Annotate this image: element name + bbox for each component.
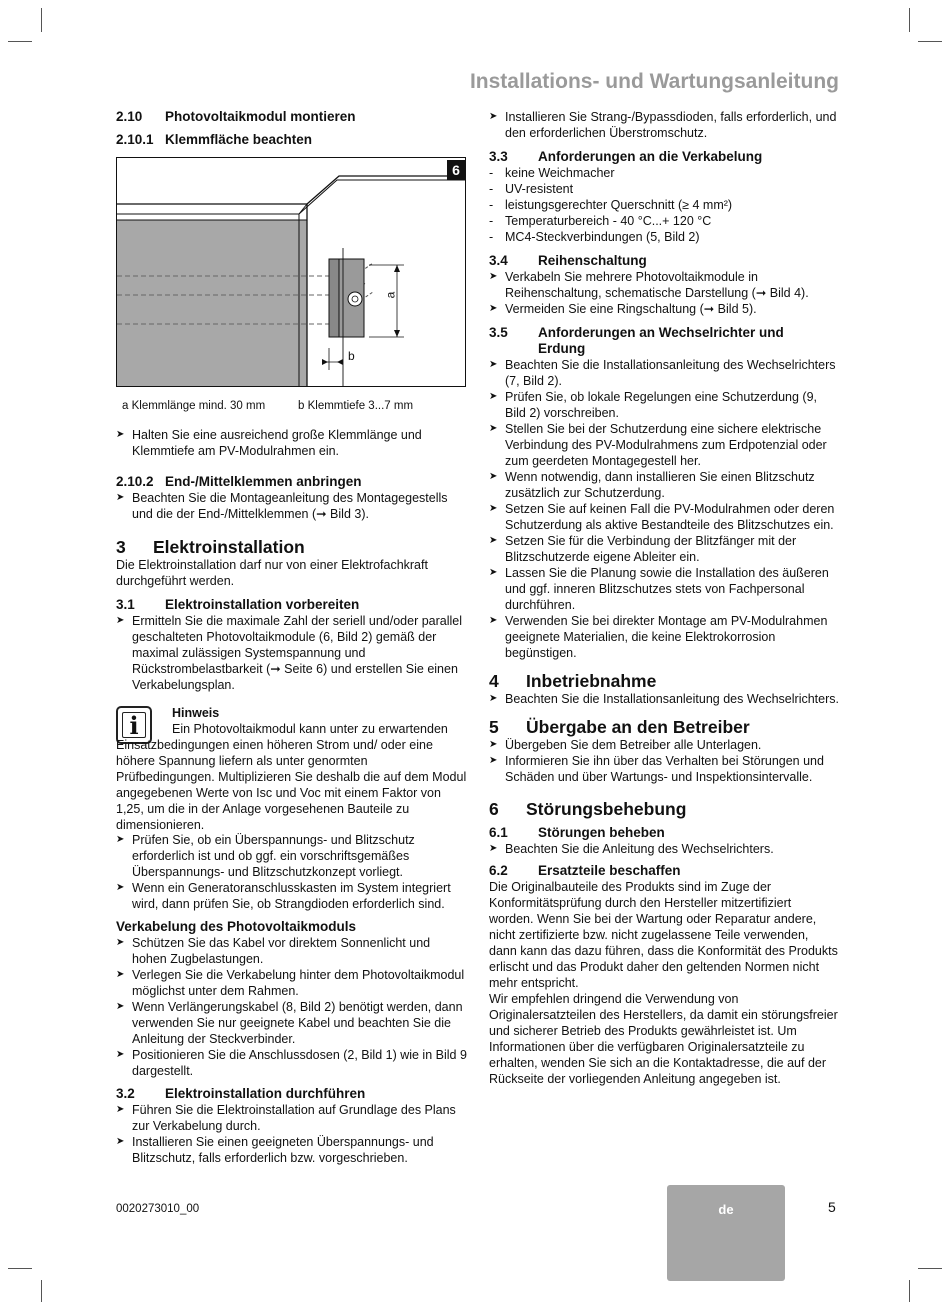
arrow-bullet-icon: ➤ <box>489 391 498 402</box>
chapter-heading: 6 Störungsbehebung <box>489 799 687 819</box>
arrow-bullet-icon: ➤ <box>116 834 125 845</box>
paragraph: Wir empfehlen dringend die Verwendung von Originalersatzteilen des Herstellers, da damit ein störungsfreier und sicherer Betrieb des Produkts gewährleistet ist. Um Informationen über die verfügbaren Originalersatzteile zu erhalten, wenden Sie sich an die Kontaktadresse, die auf der Rückseite der vorliegenden Anleitung angegeben ist. <box>489 992 838 1086</box>
arrow-bullet-icon: ➤ <box>489 693 498 704</box>
arrow-bullet-icon: ➤ <box>489 567 498 578</box>
dimension-label-b: b <box>348 349 355 363</box>
paragraph: Die Originalbauteile des Produkts sind im Zuge der Konformitätsprüfung durch den Hersteller mitzertifiziert worden. Wenn Sie bei der Wartung oder Reparatur andere, nicht zertifizierte bzw. nicht zugelassene Teile verwenden, dann kann das dazu führen, dass die Konformität des Produkts erlischt und das Produkt daher den geltenden Normen nicht mehr entspricht. <box>489 880 838 990</box>
clamp-area-figure <box>116 157 466 387</box>
arrow-bullet-icon: ➤ <box>116 1104 125 1115</box>
arrow-bullet-icon: ➤ <box>116 969 125 980</box>
list-item: ➤ Informieren Sie ihn über das Verhalten bei Störungen und Schäden und über Wartungs- und Inspektionsintervalle. <box>489 754 824 784</box>
crop-mark <box>8 41 32 42</box>
list-item: ➤ Setzen Sie auf keinen Fall die PV-Modulrahmen oder deren Schutzerdung als aktive Bestandteile des Blitzschutzes ein. <box>489 502 835 532</box>
arrow-bullet-icon: ➤ <box>116 615 125 626</box>
list-item: ➤ Wenn notwendig, dann installieren Sie einen Blitzschutz zusätzlich zur Schutzerdung. <box>489 470 815 500</box>
chapter-heading: 3 Elektroinstallation <box>116 537 305 557</box>
chapter-heading: 4 Inbetriebnahme <box>489 671 657 691</box>
arrow-bullet-icon: ➤ <box>489 359 498 370</box>
list-item: - leistungsgerechter Querschnitt (≥ 4 mm²) <box>489 198 733 212</box>
language-tab <box>667 1185 785 1281</box>
arrow-bullet-icon: ➤ <box>489 423 498 434</box>
list-item: ➤ Setzen Sie für die Verbindung der Blitzfänger mit der Blitzschutzerde eigene Ableiter ein. <box>489 534 797 564</box>
list-item: ➤ Beachten Sie die Anleitung des Wechselrichters. <box>489 842 774 856</box>
list-item: ➤ Beachten Sie die Installationsanleitung des Wechselrichters. <box>489 692 839 706</box>
list-item: ➤ Verlegen Sie die Verkabelung hinter dem Photovoltaikmodul möglichst unter dem Rahmen. <box>116 968 465 998</box>
section-heading: 3.4 Reihenschaltung <box>489 253 647 268</box>
clamp-diagram <box>117 158 466 387</box>
list-item: ➤ Vermeiden Sie eine Ringschaltung (➞ Bild 5). <box>489 302 757 316</box>
note-title: Hinweis <box>172 706 220 720</box>
figure-caption-a: a Klemmlänge mind. 30 mm <box>122 400 266 412</box>
arrow-bullet-icon: ➤ <box>489 843 498 854</box>
page-number: 5 <box>828 1199 836 1215</box>
arrow-bullet-icon: ➤ <box>116 1049 125 1060</box>
arrow-bullet-icon: ➤ <box>489 755 498 766</box>
list-item: ➤ Installieren Sie Strang-/Bypassdioden, falls erforderlich, und den erforderlichen Überstromschutz. <box>489 110 837 140</box>
arrow-bullet-icon: ➤ <box>116 1136 125 1147</box>
crop-mark <box>8 1268 32 1269</box>
list-item: ➤ Verkabeln Sie mehrere Photovoltaikmodule in Reihenschaltung, schematische Darstellung (➞ Bild 4). <box>489 270 809 300</box>
crop-mark <box>909 1280 910 1302</box>
section-heading: 6.1 Störungen beheben <box>489 825 665 840</box>
arrow-bullet-icon: ➤ <box>489 503 498 514</box>
list-item: ➤ Stellen Sie bei der Schutzerdung eine sichere elektrische Verbindung des PV-Modulrahmens zum Erdpotenzial oder zum geerdeten Montagegestell her. <box>489 422 827 468</box>
list-item: ➤ Lassen Sie die Planung sowie die Installation des äußeren und ggf. inneren Blitzschutzes stets von Fachpersonal durchführen. <box>489 566 829 612</box>
list-item: ➤ Installieren Sie einen geeigneten Überspannungs- und Blitzschutz, falls erforderlich bzw. vorgeschrieben. <box>116 1135 434 1165</box>
arrow-bullet-icon: ➤ <box>116 1001 125 1012</box>
section-heading: 3.1 Elektroinstallation vorbereiten <box>116 597 360 612</box>
arrow-bullet-icon: ➤ <box>116 882 125 893</box>
list-item: ➤ Prüfen Sie, ob lokale Regelungen eine Schutzerdung (9, Bild 2) vorschreiben. <box>489 390 818 420</box>
arrow-bullet-icon: ➤ <box>489 303 498 314</box>
section-heading: 3.5 Anforderungen an Wechselrichter und Erdung <box>489 325 784 356</box>
document-number: 0020273010_00 <box>116 1203 200 1215</box>
dimension-label-a: a <box>383 291 398 299</box>
arrow-bullet-icon: ➤ <box>489 471 498 482</box>
list-item: ➤ Halten Sie eine ausreichend große Klemmlänge und Klemmtiefe am PV-Modulrahmen ein. <box>116 428 422 458</box>
crop-mark <box>918 41 942 42</box>
list-item: ➤ Wenn Verlängerungskabel (8, Bild 2) benötigt werden, dann verwenden Sie nur geeignete Kabel und beachten Sie die Anleitung der Steckverbinder. <box>116 1000 463 1046</box>
list-item: ➤ Schützen Sie das Kabel vor direktem Sonnenlicht und hohen Zugbelastungen. <box>116 936 431 966</box>
list-item: ➤ Beachten Sie die Montageanleitung des Montagegestells und die der End-/Mittelklemmen (➞ Bild 3). <box>116 491 448 521</box>
section-heading: 2.10.2 End-/Mittelklemmen anbringen <box>116 474 362 489</box>
list-item: ➤ Führen Sie die Elektroinstallation auf Grundlage des Plans zur Verkabelung durch. <box>116 1103 456 1133</box>
crop-mark <box>909 8 910 32</box>
list-item: - UV-resistent <box>489 182 574 196</box>
subsection-heading: Verkabelung des Photovoltaikmoduls <box>116 919 357 934</box>
arrow-bullet-icon: ➤ <box>116 429 125 440</box>
list-item: - Temperaturbereich - 40 °C...+ 120 °C <box>489 214 712 228</box>
list-item: ➤ Prüfen Sie, ob ein Überspannungs- und Blitzschutz erforderlich ist und ob ggf. ein vorschriftsgemäßes Überspannungs- und Blitzschutzkonzept vorliegt. <box>116 833 415 879</box>
section-heading: 3.3 Anforderungen an die Verkabelung <box>489 149 763 164</box>
list-item: ➤ Übergeben Sie dem Betreiber alle Unterlagen. <box>489 738 762 752</box>
crop-mark <box>41 8 42 32</box>
list-item: ➤ Verwenden Sie bei direkter Montage am PV-Modulrahmen geeignete Materialien, die keine Elektrokorrosion begünstigen. <box>489 614 828 660</box>
paragraph: Die Elektroinstallation darf nur von einer Elektrofachkraft durchgeführt werden. <box>116 558 428 588</box>
list-item: - MC4-Steckverbindungen (5, Bild 2) <box>489 230 700 244</box>
info-icon: i <box>116 706 152 744</box>
language-label: de <box>718 1202 734 1217</box>
figure-number: 6 <box>447 160 465 180</box>
arrow-bullet-icon: ➤ <box>116 937 125 948</box>
arrow-bullet-icon: ➤ <box>489 739 498 750</box>
section-heading: 2.10 Photovoltaikmodul montieren <box>116 109 356 124</box>
list-item: ➤ Wenn ein Generatoranschlusskasten im System integriert wird, dann prüfen Sie, ob Strangdioden erforderlich sind. <box>116 881 451 911</box>
arrow-bullet-icon: ➤ <box>489 615 498 626</box>
list-item: ➤ Beachten Sie die Installationsanleitung des Wechselrichters (7, Bild 2). <box>489 358 836 388</box>
list-item: - keine Weichmacher <box>489 166 615 180</box>
arrow-bullet-icon: ➤ <box>489 535 498 546</box>
chapter-heading: 5 Übergabe an den Betreiber <box>489 717 750 737</box>
crop-mark <box>918 1268 942 1269</box>
arrow-bullet-icon: ➤ <box>489 271 498 282</box>
list-item: ➤ Positionieren Sie die Anschlussdosen (2, Bild 1) wie in Bild 9 dargestellt. <box>116 1048 467 1078</box>
arrow-bullet-icon: ➤ <box>116 492 125 503</box>
section-heading: 6.2 Ersatzteile beschaffen <box>489 863 681 878</box>
arrow-bullet-icon: ➤ <box>489 111 498 122</box>
note-text: Ein Photovoltaikmodul kann unter zu erwartenden Einsatzbedingungen einen höheren Strom und/ oder eine höhere Spannung liefern als unter genormten Prüfbedingungen. Multiplizieren Sie deshalb die auf dem Modul angegebenen Werte von Isc und Voc mit einem Faktor von 1,25, um die in der Anlage vorgesehenen Bauteile zu dimensionieren. <box>116 722 467 832</box>
list-item: ➤ Ermitteln Sie die maximale Zahl der seriell und/oder parallel geschalteten Photovoltaikmodule (6, Bild 2) gemäß der maximal zulässigen Systemspannung und Rückstrombelastbarkeit (➞ Seite 6) und erstellen Sie einen Verkabelungsplan. <box>116 614 463 692</box>
document-title: Installations- und Wartungsanleitung <box>469 70 839 93</box>
section-heading: 3.2 Elektroinstallation durchführen <box>116 1086 366 1101</box>
figure-caption-b: b Klemmtiefe 3...7 mm <box>298 400 414 412</box>
crop-mark <box>41 1280 42 1302</box>
section-heading: 2.10.1 Klemmfläche beachten <box>116 132 313 147</box>
